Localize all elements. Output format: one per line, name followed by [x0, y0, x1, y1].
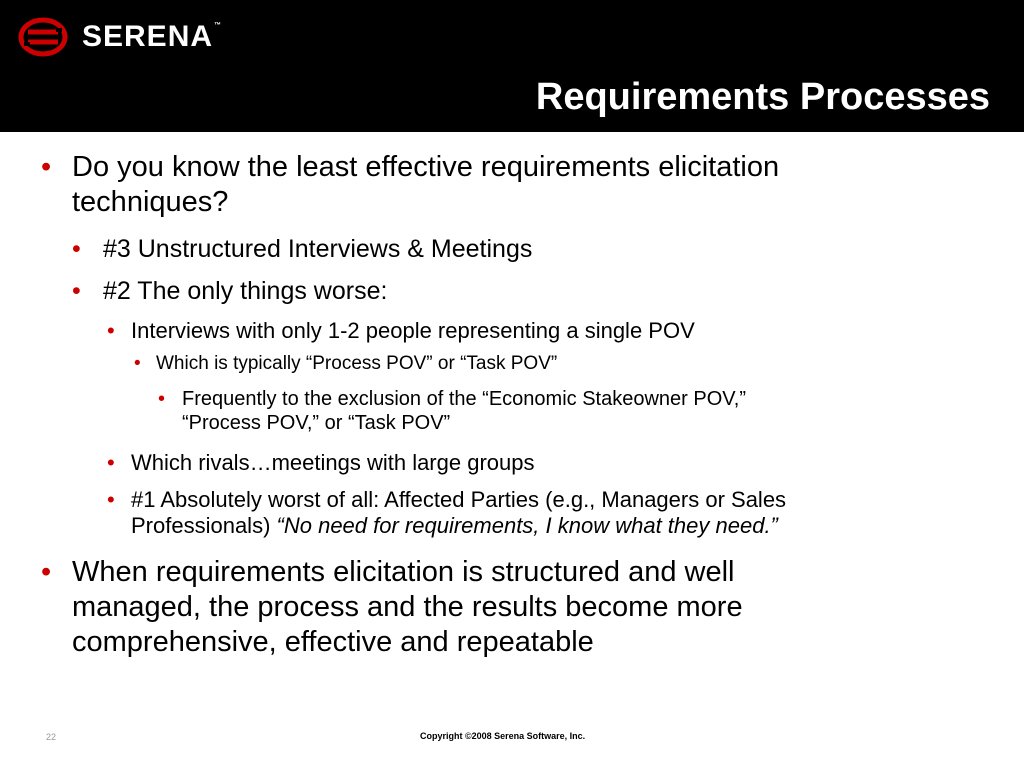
bullet-dot: •: [107, 450, 115, 475]
bullet-item-5: [134, 353, 996, 376]
bullet-text-line: Interviews with only 1-2 people representing a single POV: [131, 318, 695, 343]
bullet-dot: •: [72, 235, 81, 263]
bullet-text-line: “Process POV,” or “Task POV”: [182, 412, 451, 434]
bullet-item-2: [72, 234, 983, 264]
bullet-text-line: #2 The only things worse:: [103, 277, 388, 305]
bullet-dot: •: [72, 277, 81, 305]
bullet-text-line: Do you know the least effective requirements elicitation: [72, 151, 780, 183]
brand-name: SERENA: [82, 20, 214, 53]
trademark-symbol: ™: [214, 22, 222, 29]
bullet-item-4: [107, 318, 991, 344]
bullet-text-line-2: [131, 513, 1001, 539]
bullet-item-8: [107, 487, 1001, 540]
bullet-text-line: managed, the process and the results become more: [72, 590, 743, 623]
bullet-text-line: comprehensive, effective and repeatable: [72, 625, 594, 658]
bullet-text-line: #3 Unstructured Interviews & Meetings: [103, 235, 533, 263]
serena-logo: [18, 16, 221, 58]
bullet-dot: •: [107, 487, 115, 512]
bullet-dot: •: [158, 388, 166, 410]
bullet-text-line: Frequently to the exclusion of the “Economic Stakeowner POV,”: [182, 388, 746, 410]
bullet-item-6: [158, 387, 992, 435]
bullet-text-line: Which rivals…meetings with large groups: [131, 450, 535, 475]
bullet-text-quote: “No need for requirements, I know what they need.”: [276, 513, 778, 539]
bullet-text-line: #1 Absolutely worst of all: Affected Parties (e.g., Managers or Sales: [131, 487, 787, 512]
bullet-text-plain: Professionals): [131, 513, 277, 539]
bullet-dot: •: [107, 318, 115, 343]
bullet-item-7: [107, 450, 991, 476]
bullet-text-line: Which is typically “Process POV” or “Task POV”: [156, 353, 558, 374]
slide-title: Requirements Processes: [535, 76, 990, 118]
slide-header: [0, 0, 1024, 132]
bullet-text-line: When requirements elicitation is structured and well: [72, 556, 735, 588]
bullet-dot: •: [41, 151, 52, 183]
serena-logo-icon: [18, 17, 68, 57]
bullet-text-line: techniques?: [72, 185, 229, 218]
bullet-dot: •: [134, 353, 141, 374]
bullet-item-9: [41, 555, 972, 659]
bullet-item-1: [41, 150, 972, 220]
page-number: 22: [46, 732, 57, 742]
copyright-notice: Copyright ©2008 Serena Software, Inc.: [420, 731, 586, 741]
bullet-item-3: [72, 276, 983, 306]
bullet-dot: •: [41, 556, 52, 588]
